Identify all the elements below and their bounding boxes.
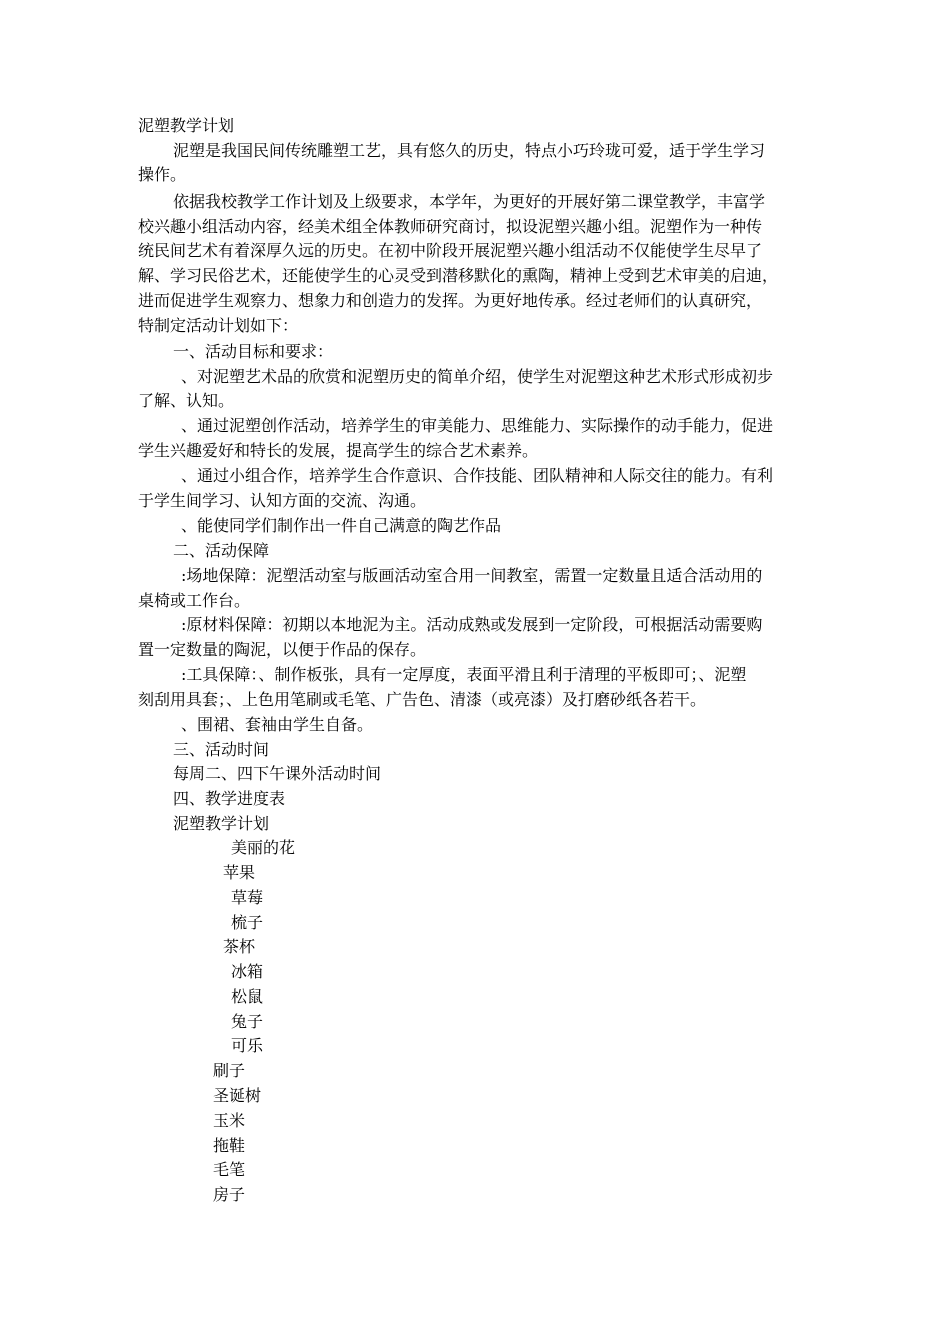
lesson-item: 房子 [213, 1185, 246, 1204]
lesson-item: 兔子 [231, 1012, 264, 1031]
goal-item-line: 了解、认知。 [138, 391, 235, 410]
lesson-item: 刷子 [213, 1061, 246, 1080]
intro-line: 操作。 [138, 165, 187, 184]
background-line: 解、学习民俗艺术，还能使学生的心灵受到潜移默化的熏陶，精神上受到艺术审美的启迪， [138, 266, 779, 285]
support-item-line: 刻刮用具套；、上色用笔刷或毛笔、广告色、清漆（或亮漆）及打磨砂纸各若干。 [138, 690, 707, 709]
goal-item-line: 学生兴趣爱好和特长的发展，提高学生的综合艺术素养。 [138, 441, 539, 460]
support-item-line: :场地保障：泥塑活动室与版画活动室合用一间教室，需置一定数量且适合活动用的 [181, 566, 763, 585]
support-item-line: 桌椅或工作台。 [138, 591, 251, 610]
lesson-item: 玉米 [213, 1111, 246, 1130]
goal-item-line: 、通过泥塑创作活动，培养学生的审美能力、思维能力、实际操作的动手能力，促进 [181, 416, 774, 435]
lesson-item: 美丽的花 [231, 838, 296, 857]
section-heading: 四、教学进度表 [173, 789, 286, 808]
section-heading: 三、活动时间 [173, 740, 270, 759]
lesson-item: 冰箱 [231, 962, 264, 981]
support-item-line: :原材料保障：初期以本地泥为主。活动成熟或发展到一定阶段，可根据活动需要购 [181, 615, 763, 634]
schedule-text: 每周二、四下午课外活动时间 [173, 764, 382, 783]
support-item-line: 置一定数量的陶泥，以便于作品的保存。 [138, 640, 427, 659]
lesson-item: 草莓 [231, 888, 264, 907]
lesson-item: 可乐 [231, 1036, 264, 1055]
support-item-line: 、围裙、套袖由学生自备。 [181, 715, 374, 734]
goal-item-line: 于学生间学习、认知方面的交流、沟通。 [138, 491, 427, 510]
document-title: 泥塑教学计划 [138, 116, 235, 135]
lesson-item: 梳子 [231, 913, 264, 932]
background-line: 特制定活动计划如下： [138, 316, 299, 335]
goal-item-line: 、能使同学们制作出一件自己满意的陶艺作品 [181, 516, 502, 535]
lesson-item: 毛笔 [213, 1160, 246, 1179]
background-line: 进而促进学生观察力、想象力和创造力的发挥。为更好地传承。经过老师们的认真研究， [138, 291, 763, 310]
lesson-item: 圣诞树 [213, 1086, 262, 1105]
section-heading: 二、活动保障 [173, 541, 270, 560]
lesson-item: 茶杯 [223, 937, 256, 956]
support-item-line: :工具保障：、制作板张，具有一定厚度，表面平滑且利于清理的平板即可；、泥塑 [181, 665, 747, 684]
background-line: 校兴趣小组活动内容，经美术组全体教师研究商讨，拟设泥塑兴趣小组。泥塑作为一种传 [138, 217, 763, 236]
goal-item-line: 、对泥塑艺术品的欣赏和泥塑历史的简单介绍，使学生对泥塑这种艺术形式形成初步 [181, 367, 774, 386]
goal-item-line: 、通过小组合作，培养学生合作意识、合作技能、团队精神和人际交往的能力。有利 [181, 466, 774, 485]
section-heading: 一、活动目标和要求： [173, 342, 334, 361]
lesson-item: 松鼠 [231, 987, 264, 1006]
background-line: 统民间艺术有着深厚久远的历史。在初中阶段开展泥塑兴趣小组活动不仅能使学生尽早了 [138, 241, 763, 260]
background-line: 依据我校教学工作计划及上级要求，本学年，为更好的开展好第二课堂教学，丰富学 [173, 192, 766, 211]
intro-line: 泥塑是我国民间传统雕塑工艺，具有悠久的历史，特点小巧玲珑可爱，适于学生学习 [173, 141, 766, 160]
lesson-item: 苹果 [223, 863, 256, 882]
schedule-subtitle: 泥塑教学计划 [173, 814, 270, 833]
lesson-item: 拖鞋 [213, 1136, 246, 1155]
